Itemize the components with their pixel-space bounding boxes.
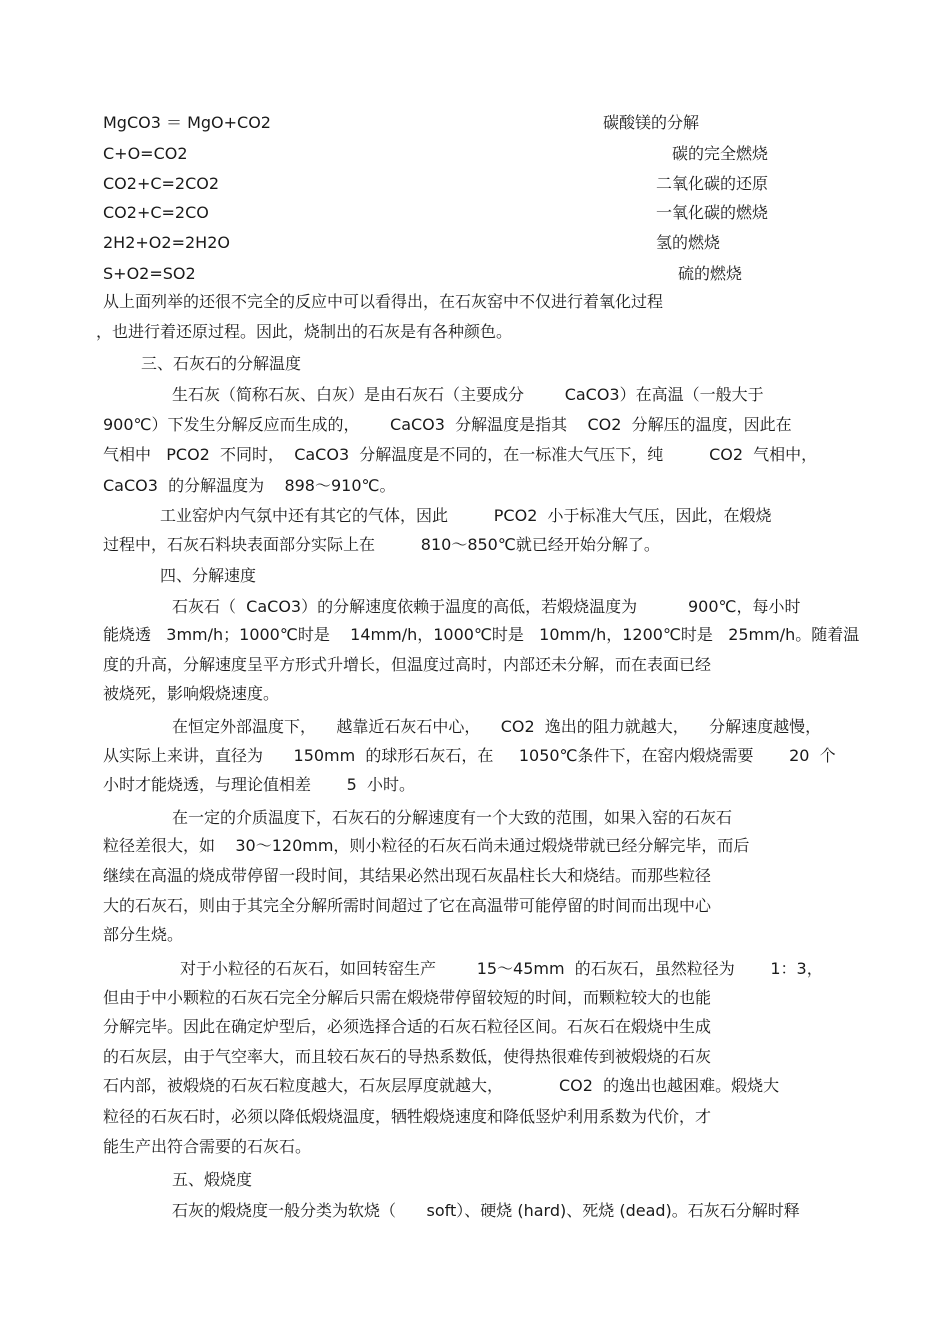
paragraph-line: 被烧死，影响煅烧速度。 bbox=[103, 684, 280, 703]
section-heading: 五、煅烧度 bbox=[172, 1170, 253, 1189]
paragraph-line: 石灰石（ CaCO3）的分解速度依赖于温度的高低，若煅烧温度为 900℃，每小时 bbox=[172, 597, 801, 616]
equation-label: 氢的燃烧 bbox=[656, 233, 721, 252]
paragraph-line: 度的升高，分解速度呈平方形式升增长，但温度过高时，内部还未分解，而在表面已经 bbox=[103, 655, 712, 674]
paragraph-line: 从上面列举的还很不完全的反应中可以看得出，在石灰窑中不仅进行着氧化过程 bbox=[103, 292, 664, 311]
paragraph-line: 粒径的石灰石时，必须以降低煅烧温度，牺牲煅烧速度和降低竖炉利用系数为代价，才 bbox=[103, 1107, 712, 1126]
equation-formula: CO2+C=2CO bbox=[103, 203, 209, 222]
paragraph-line: 在恒定外部温度下， 越靠近石灰石中心， CO2 逸出的阻力就越大， 分解速度越慢， bbox=[172, 717, 822, 736]
paragraph-line: 部分生烧。 bbox=[103, 925, 184, 944]
paragraph-line: 能生产出符合需要的石灰石。 bbox=[103, 1137, 312, 1156]
paragraph-line: 对于小粒径的石灰石，如回转窑生产 15～45mm 的石灰石，虽然粒径为 1：3， bbox=[180, 959, 823, 978]
equation-label: 硫的燃烧 bbox=[678, 264, 743, 283]
section-heading: 三、石灰石的分解温度 bbox=[141, 354, 302, 373]
paragraph-line: 气相中 PCO2 不同时， CaCO3 分解温度是不同的，在一标准大气压下，纯 CO2 气相中， bbox=[103, 445, 818, 464]
paragraph-line: 能烧透 3mm/h；1000℃时是 14mm/h，1000℃时是 10mm/h，1200℃时是 25mm/h。随着温 bbox=[103, 625, 860, 644]
equation-label: 二氧化碳的还原 bbox=[656, 174, 769, 193]
paragraph-line: 过程中，石灰石料块表面部分实际上在 810～850℃就已经开始分解了。 bbox=[103, 535, 660, 554]
paragraph-line: CaCO3 的分解温度为 898～910℃。 bbox=[103, 476, 396, 495]
paragraph-line: 在一定的介质温度下，石灰石的分解速度有一个大致的范围，如果入窑的石灰石 bbox=[172, 808, 733, 827]
paragraph-line: 但由于中小颗粒的石灰石完全分解后只需在煅烧带停留较短的时间，而颗粒较大的也能 bbox=[103, 988, 712, 1007]
equation-label: 一氧化碳的燃烧 bbox=[656, 203, 769, 222]
paragraph-line: 的石灰层，由于气空率大，而且较石灰石的导热系数低，使得热很难传到被煅烧的石灰 bbox=[103, 1047, 712, 1066]
paragraph-line: 小时才能烧透，与理论值相差 5 小时。 bbox=[103, 775, 415, 794]
paragraph-line: ，也进行着还原过程。因此，烧制出的石灰是有各种颜色。 bbox=[96, 322, 513, 341]
paragraph-line: 从实际上来讲，直径为 150mm 的球形石灰石，在 1050℃条件下，在窑内煅烧需要 20 个 bbox=[103, 746, 836, 765]
equation-formula: CO2+C=2CO2 bbox=[103, 174, 220, 193]
paragraph-line: 大的石灰石，则由于其完全分解所需时间超过了它在高温带可能停留的时间而出现中心 bbox=[103, 896, 712, 915]
section-heading: 四、分解速度 bbox=[160, 566, 257, 585]
equation-formula: S+O2=SO2 bbox=[103, 264, 196, 283]
equation-formula: 2H2+O2=2H2O bbox=[103, 233, 230, 252]
paragraph-line: 工业窑炉内气氛中还有其它的气体，因此 PCO2 小于标准大气压，因此，在煅烧 bbox=[160, 506, 772, 525]
paragraph-line: 石灰的煅烧度一般分类为软烧（ soft）、硬烧 (hard)、死烧 (dead)。石灰石分解时释 bbox=[172, 1201, 800, 1220]
paragraph-line: 粒径差很大，如 30～120mm，则小粒径的石灰石尚未通过煅烧带就已经分解完毕，而后 bbox=[103, 836, 750, 855]
equation-formula: C+O=CO2 bbox=[103, 144, 188, 163]
equation-label: 碳的完全燃烧 bbox=[672, 144, 769, 163]
paragraph-line: 900℃）下发生分解反应而生成的， CaCO3 分解温度是指其 CO2 分解压的温度，因此在 bbox=[103, 415, 792, 434]
paragraph-line: 分解完毕。因此在确定炉型后，必须选择合适的石灰石粒径区间。石灰石在煅烧中生成 bbox=[103, 1017, 712, 1036]
paragraph-line: 生石灰（简称石灰、白灰）是由石灰石（主要成分 CaCO3）在高温（一般大于 bbox=[172, 385, 764, 404]
equation-formula: MgCO3 ＝ MgO+CO2 bbox=[103, 113, 271, 132]
equation-label: 碳酸镁的分解 bbox=[603, 113, 700, 132]
paragraph-line: 石内部，被煅烧的石灰石粒度越大，石灰层厚度就越大， CO2 的逸出也越困难。煅烧大 bbox=[103, 1076, 780, 1095]
paragraph-line: 继续在高温的烧成带停留一段时间，其结果必然出现石灰晶柱长大和烧结。而那些粒径 bbox=[103, 866, 712, 885]
